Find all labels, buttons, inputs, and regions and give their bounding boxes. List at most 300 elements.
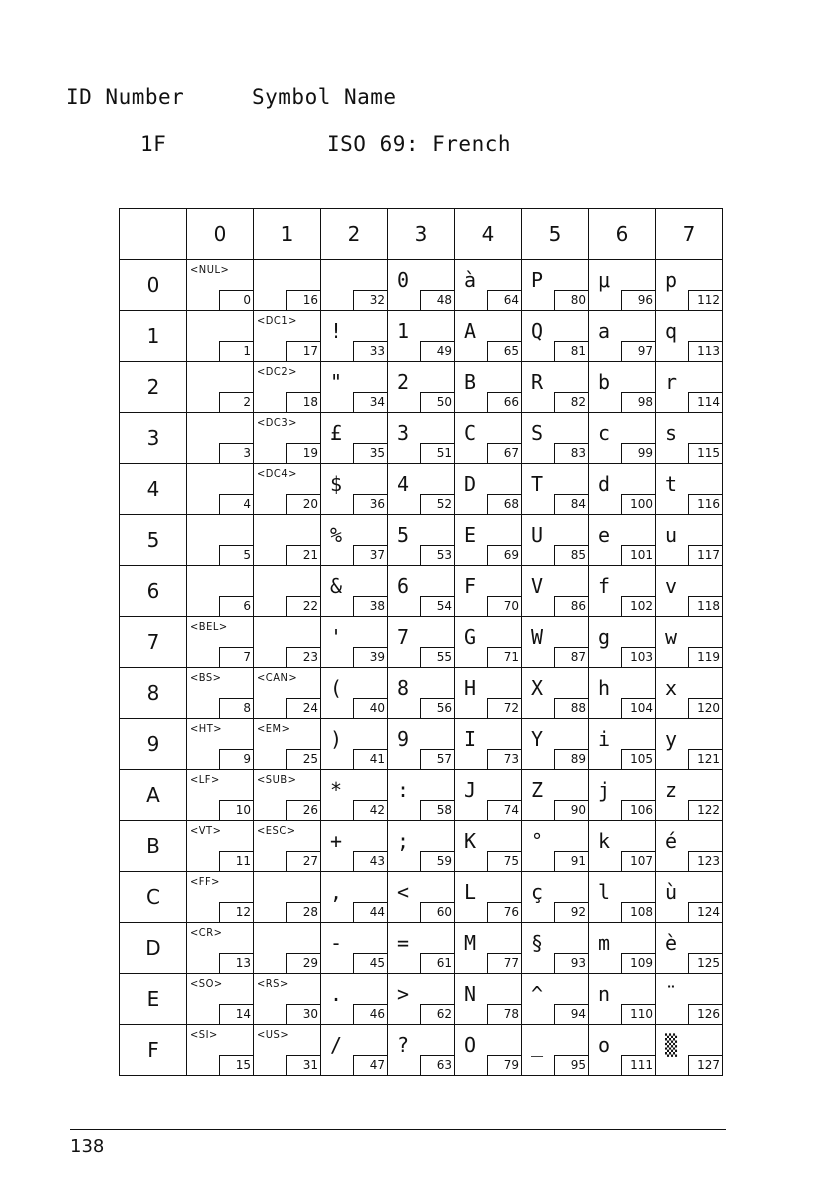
decimal-code: 82	[554, 392, 588, 412]
control-code-label: <DC1>	[257, 314, 297, 327]
character-rows	[120, 260, 723, 1076]
char-cell	[589, 923, 656, 974]
row-header: 4	[120, 464, 187, 515]
character-glyph: P	[531, 268, 544, 292]
decimal-code: 38	[353, 596, 387, 616]
decimal-code: 105	[621, 749, 655, 769]
char-cell	[254, 719, 321, 770]
char-cell	[656, 515, 723, 566]
character-glyph: £	[330, 421, 343, 445]
char-cell	[321, 515, 388, 566]
character-glyph: .	[330, 982, 343, 1006]
character-glyph: Y	[531, 727, 544, 751]
character-glyph: ù	[665, 880, 678, 904]
decimal-code: 122	[688, 800, 722, 820]
character-glyph: u	[665, 523, 678, 547]
decimal-code: 15	[219, 1055, 253, 1075]
character-glyph: y	[665, 727, 678, 751]
character-glyph: "	[330, 370, 343, 394]
char-cell	[522, 617, 589, 668]
decimal-code: 119	[688, 647, 722, 667]
char-cell	[589, 821, 656, 872]
decimal-code: 16	[286, 290, 320, 310]
char-cell	[388, 821, 455, 872]
character-glyph: 7	[397, 625, 410, 649]
character-glyph: g	[598, 625, 611, 649]
decimal-code: 79	[487, 1055, 521, 1075]
column-header: 1	[254, 209, 321, 260]
decimal-code: 99	[621, 443, 655, 463]
char-cell	[254, 311, 321, 362]
character-glyph: à	[464, 268, 477, 292]
decimal-code: 88	[554, 698, 588, 718]
character-glyph: r	[665, 370, 678, 394]
character-glyph: K	[464, 829, 477, 853]
char-cell	[589, 974, 656, 1025]
decimal-code: 30	[286, 1004, 320, 1024]
decimal-code: 40	[353, 698, 387, 718]
table-row	[120, 872, 723, 923]
decimal-code: 121	[688, 749, 722, 769]
table-row	[120, 1025, 723, 1076]
table-row	[120, 362, 723, 413]
control-code-label: <BS>	[190, 671, 222, 684]
char-cell	[455, 617, 522, 668]
char-cell	[589, 668, 656, 719]
character-glyph: ^	[531, 982, 544, 1006]
character-glyph: w	[665, 625, 678, 649]
char-cell	[455, 362, 522, 413]
row-header: 7	[120, 617, 187, 668]
decimal-code: 76	[487, 902, 521, 922]
character-glyph: +	[330, 829, 343, 853]
decimal-code: 116	[688, 494, 722, 514]
character-glyph: *	[330, 778, 343, 802]
decimal-code: 102	[621, 596, 655, 616]
control-code-label: <CAN>	[257, 671, 298, 684]
char-cell	[522, 923, 589, 974]
control-code-label: <SUB>	[257, 773, 297, 786]
control-code-label: <DC4>	[257, 467, 297, 480]
char-cell	[388, 413, 455, 464]
character-glyph: R	[531, 370, 544, 394]
control-code-label: <ESC>	[257, 824, 296, 837]
char-cell	[522, 413, 589, 464]
char-cell	[187, 821, 254, 872]
char-cell	[455, 566, 522, 617]
footer-rule	[70, 1129, 726, 1130]
decimal-code: 111	[621, 1055, 655, 1075]
decimal-code: 113	[688, 341, 722, 361]
decimal-code: 98	[621, 392, 655, 412]
control-code-label: <BEL>	[190, 620, 228, 633]
char-cell	[254, 464, 321, 515]
decimal-code: 37	[353, 545, 387, 565]
character-glyph: 3	[397, 421, 410, 445]
char-cell	[254, 260, 321, 311]
decimal-code: 127	[688, 1055, 722, 1075]
char-cell	[321, 974, 388, 1025]
character-glyph: Q	[531, 319, 544, 343]
decimal-code: 46	[353, 1004, 387, 1024]
char-cell	[321, 770, 388, 821]
table-row	[120, 821, 723, 872]
decimal-code: 123	[688, 851, 722, 871]
row-header: 3	[120, 413, 187, 464]
row-header: C	[120, 872, 187, 923]
control-code-label: <SI>	[190, 1028, 218, 1041]
decimal-code: 65	[487, 341, 521, 361]
decimal-code: 108	[621, 902, 655, 922]
char-cell	[522, 872, 589, 923]
char-cell	[589, 566, 656, 617]
control-code-label: <HT>	[190, 722, 223, 735]
decimal-code: 63	[420, 1055, 454, 1075]
character-glyph: 5	[397, 523, 410, 547]
decimal-code: 42	[353, 800, 387, 820]
char-cell	[388, 515, 455, 566]
character-glyph: b	[598, 370, 611, 394]
char-cell	[522, 566, 589, 617]
control-code-label: <VT>	[190, 824, 222, 837]
char-cell	[254, 566, 321, 617]
char-cell	[187, 1025, 254, 1076]
table-row	[120, 413, 723, 464]
row-header: 5	[120, 515, 187, 566]
character-glyph: z	[665, 778, 678, 802]
char-cell	[187, 362, 254, 413]
char-cell	[455, 668, 522, 719]
character-glyph: o	[598, 1033, 611, 1057]
decimal-code: 78	[487, 1004, 521, 1024]
char-cell	[589, 413, 656, 464]
char-cell	[589, 260, 656, 311]
decimal-code: 51	[420, 443, 454, 463]
char-cell	[589, 515, 656, 566]
character-glyph: ç	[531, 880, 544, 904]
table-row	[120, 974, 723, 1025]
table-corner	[120, 209, 187, 260]
row-header: 2	[120, 362, 187, 413]
char-cell	[254, 515, 321, 566]
decimal-code: 41	[353, 749, 387, 769]
character-glyph: 0	[397, 268, 410, 292]
decimal-code: 94	[554, 1004, 588, 1024]
decimal-code: 52	[420, 494, 454, 514]
character-glyph: l	[598, 880, 611, 904]
control-code-label: <RS>	[257, 977, 289, 990]
char-cell	[254, 413, 321, 464]
character-glyph: ,	[330, 880, 343, 904]
char-cell	[254, 770, 321, 821]
char-cell	[455, 260, 522, 311]
char-cell	[187, 923, 254, 974]
char-cell	[656, 974, 723, 1025]
page-number: 138	[70, 1136, 105, 1157]
decimal-code: 90	[554, 800, 588, 820]
char-cell	[589, 719, 656, 770]
decimal-code: 126	[688, 1004, 722, 1024]
decimal-code: 28	[286, 902, 320, 922]
character-glyph: §	[531, 931, 544, 955]
decimal-code: 70	[487, 596, 521, 616]
character-glyph: j	[598, 778, 611, 802]
character-glyph: '	[330, 625, 343, 649]
char-cell	[388, 464, 455, 515]
decimal-code: 62	[420, 1004, 454, 1024]
symbol-name-label: Symbol Name	[252, 85, 397, 109]
char-cell	[589, 464, 656, 515]
char-cell	[254, 974, 321, 1025]
char-cell	[321, 311, 388, 362]
char-cell	[187, 566, 254, 617]
character-glyph: /	[330, 1033, 343, 1057]
char-cell	[522, 1025, 589, 1076]
char-cell	[254, 923, 321, 974]
char-cell	[388, 872, 455, 923]
character-glyph: S	[531, 421, 544, 445]
char-cell	[187, 311, 254, 362]
char-cell	[321, 668, 388, 719]
char-cell	[321, 617, 388, 668]
decimal-code: 5	[219, 545, 253, 565]
character-glyph: 4	[397, 472, 410, 496]
column-header: 3	[388, 209, 455, 260]
char-cell	[589, 1025, 656, 1076]
character-glyph: X	[531, 676, 544, 700]
char-cell	[254, 668, 321, 719]
character-glyph: 9	[397, 727, 410, 751]
character-glyph: C	[464, 421, 477, 445]
row-header: 8	[120, 668, 187, 719]
char-cell	[522, 770, 589, 821]
decimal-code: 71	[487, 647, 521, 667]
table-row	[120, 260, 723, 311]
decimal-code: 101	[621, 545, 655, 565]
decimal-code: 89	[554, 749, 588, 769]
symbol-name-value: ISO 69: French	[327, 132, 512, 156]
char-cell	[656, 362, 723, 413]
character-glyph: 1	[397, 319, 410, 343]
decimal-code: 118	[688, 596, 722, 616]
char-cell	[321, 413, 388, 464]
char-cell	[656, 566, 723, 617]
char-cell	[656, 770, 723, 821]
decimal-code: 75	[487, 851, 521, 871]
id-number-value: 1F	[140, 132, 167, 156]
decimal-code: 84	[554, 494, 588, 514]
decimal-code: 95	[554, 1055, 588, 1075]
control-code-label: <SO>	[190, 977, 223, 990]
char-cell	[321, 872, 388, 923]
character-glyph: !	[330, 319, 343, 343]
char-cell	[187, 719, 254, 770]
character-glyph: ;	[397, 829, 410, 853]
character-glyph: %	[330, 523, 343, 547]
character-glyph: μ	[598, 268, 611, 292]
decimal-code: 91	[554, 851, 588, 871]
char-cell	[656, 1025, 723, 1076]
row-header: 9	[120, 719, 187, 770]
character-glyph: E	[464, 523, 477, 547]
decimal-code: 12	[219, 902, 253, 922]
decimal-code: 44	[353, 902, 387, 922]
char-cell	[388, 617, 455, 668]
decimal-code: 115	[688, 443, 722, 463]
char-cell	[455, 413, 522, 464]
decimal-code: 45	[353, 953, 387, 973]
table-row	[120, 311, 723, 362]
character-set-table	[119, 208, 723, 1076]
character-glyph: t	[665, 472, 678, 496]
char-cell	[455, 719, 522, 770]
decimal-code: 36	[353, 494, 387, 514]
character-glyph: q	[665, 319, 678, 343]
decimal-code: 92	[554, 902, 588, 922]
decimal-code: 81	[554, 341, 588, 361]
table-row	[120, 719, 723, 770]
decimal-code: 22	[286, 596, 320, 616]
decimal-code: 49	[420, 341, 454, 361]
char-cell	[589, 617, 656, 668]
decimal-code: 39	[353, 647, 387, 667]
char-cell	[455, 515, 522, 566]
character-glyph: &	[330, 574, 343, 598]
char-cell	[522, 668, 589, 719]
decimal-code: 8	[219, 698, 253, 718]
character-glyph: 6	[397, 574, 410, 598]
decimal-code: 69	[487, 545, 521, 565]
decimal-code: 7	[219, 647, 253, 667]
character-glyph: M	[464, 931, 477, 955]
char-cell	[455, 311, 522, 362]
char-cell	[455, 1025, 522, 1076]
decimal-code: 43	[353, 851, 387, 871]
character-glyph: J	[464, 778, 477, 802]
column-header: 0	[187, 209, 254, 260]
char-cell	[388, 770, 455, 821]
decimal-code: 120	[688, 698, 722, 718]
decimal-code: 29	[286, 953, 320, 973]
char-cell	[187, 617, 254, 668]
row-header: D	[120, 923, 187, 974]
decimal-code: 25	[286, 749, 320, 769]
control-code-label: <CR>	[190, 926, 223, 939]
char-cell	[656, 311, 723, 362]
control-code-label: <DC2>	[257, 365, 297, 378]
decimal-code: 124	[688, 902, 722, 922]
decimal-code: 54	[420, 596, 454, 616]
character-glyph: T	[531, 472, 544, 496]
char-cell	[388, 362, 455, 413]
control-code-label: <DC3>	[257, 416, 297, 429]
char-cell	[187, 260, 254, 311]
column-header: 2	[321, 209, 388, 260]
decimal-code: 31	[286, 1055, 320, 1075]
char-cell	[656, 260, 723, 311]
decimal-code: 1	[219, 341, 253, 361]
character-glyph: _	[531, 1033, 544, 1057]
row-header: 0	[120, 260, 187, 311]
decimal-code: 100	[621, 494, 655, 514]
decimal-code: 24	[286, 698, 320, 718]
decimal-code: 33	[353, 341, 387, 361]
character-glyph: V	[531, 574, 544, 598]
char-cell	[254, 362, 321, 413]
char-cell	[455, 464, 522, 515]
row-header: F	[120, 1025, 187, 1076]
decimal-code: 55	[420, 647, 454, 667]
char-cell	[388, 668, 455, 719]
char-cell	[522, 311, 589, 362]
decimal-code: 32	[353, 290, 387, 310]
character-glyph: ¨	[665, 982, 678, 1006]
column-header-row	[120, 209, 723, 260]
decimal-code: 50	[420, 392, 454, 412]
decimal-code: 114	[688, 392, 722, 412]
table-row	[120, 515, 723, 566]
control-code-label: <LF>	[190, 773, 220, 786]
decimal-code: 19	[286, 443, 320, 463]
column-header: 5	[522, 209, 589, 260]
character-glyph: W	[531, 625, 544, 649]
decimal-code: 104	[621, 698, 655, 718]
character-glyph: s	[665, 421, 678, 445]
char-cell	[522, 362, 589, 413]
decimal-code: 48	[420, 290, 454, 310]
table-row	[120, 566, 723, 617]
char-cell	[388, 566, 455, 617]
character-glyph: <	[397, 880, 410, 904]
char-cell	[455, 923, 522, 974]
decimal-code: 61	[420, 953, 454, 973]
character-glyph: x	[665, 676, 678, 700]
char-cell	[589, 770, 656, 821]
character-glyph: ?	[397, 1033, 410, 1057]
decimal-code: 72	[487, 698, 521, 718]
character-glyph: °	[531, 829, 544, 853]
character-glyph: (	[330, 676, 343, 700]
table-row	[120, 770, 723, 821]
character-glyph: G	[464, 625, 477, 649]
table-row	[120, 464, 723, 515]
char-cell	[455, 974, 522, 1025]
table-row	[120, 668, 723, 719]
char-cell	[187, 770, 254, 821]
character-glyph: n	[598, 982, 611, 1006]
decimal-code: 27	[286, 851, 320, 871]
decimal-code: 109	[621, 953, 655, 973]
char-cell	[656, 872, 723, 923]
char-cell	[388, 260, 455, 311]
decimal-code: 13	[219, 953, 253, 973]
char-cell	[187, 515, 254, 566]
decimal-code: 68	[487, 494, 521, 514]
character-glyph: d	[598, 472, 611, 496]
decimal-code: 80	[554, 290, 588, 310]
char-cell	[254, 617, 321, 668]
char-cell	[656, 668, 723, 719]
char-cell	[321, 821, 388, 872]
row-header: B	[120, 821, 187, 872]
char-cell	[455, 821, 522, 872]
char-cell	[656, 923, 723, 974]
character-glyph: Z	[531, 778, 544, 802]
decimal-code: 96	[621, 290, 655, 310]
character-glyph: m	[598, 931, 611, 955]
control-code-label: <NUL>	[190, 263, 230, 276]
character-glyph: -	[330, 931, 343, 955]
